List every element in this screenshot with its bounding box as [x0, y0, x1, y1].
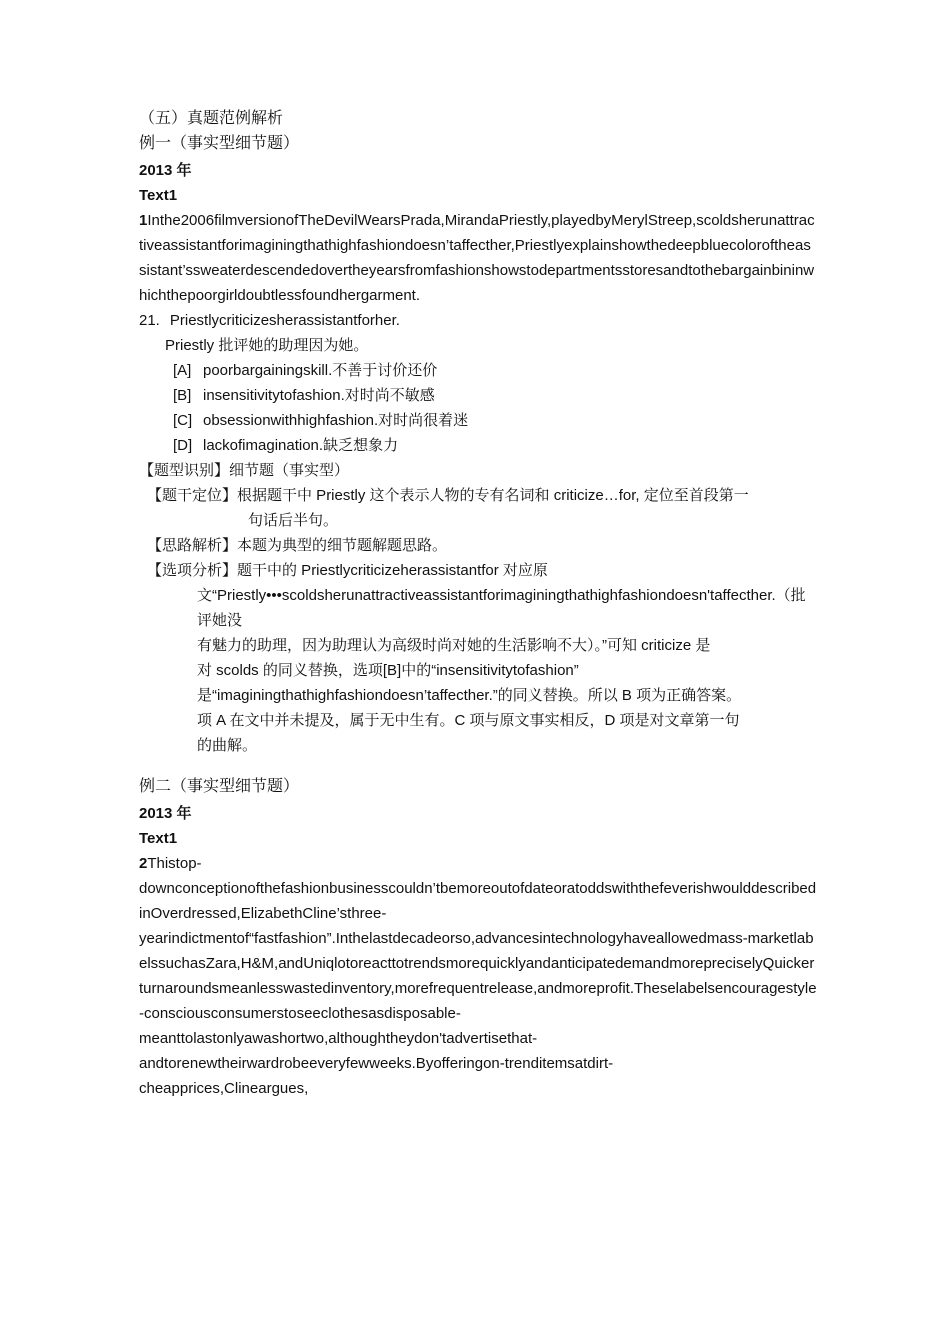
- question-text: Priestlycriticizesherassistantforher.: [169, 312, 400, 329]
- stem-locate-tag: 【题干定位】: [147, 487, 238, 504]
- passage-line: andtorenewtheirwardrobeeveryfewweeks.Byofferingon-trenditemsatdirt-: [139, 1055, 614, 1072]
- analysis-line: 的曲解。: [197, 737, 258, 754]
- option-key: [C]: [173, 412, 193, 429]
- thinking-tag: 【思路解析】: [147, 537, 238, 554]
- option-a: [139, 358, 817, 383]
- passage-line: Thistop-: [147, 855, 202, 872]
- option-text: obsessionwithhighfashion.对时尚很着迷: [203, 412, 469, 429]
- analysis-tag: 【选项分析】: [147, 562, 238, 579]
- example1-year: 2013 年: [139, 162, 192, 179]
- analysis-line: 有魅力的助理，因为助理认为高级时尚对她的生活影响不大）。”可知 criticize 是: [197, 637, 711, 654]
- example2-text-label: Text1: [139, 830, 178, 847]
- stem-locate-cont: 句话后半句。: [248, 512, 339, 529]
- passage-line: cheapprices,Clineargues,: [139, 1080, 309, 1097]
- option-text: lackofimagination.缺乏想象力: [203, 437, 399, 454]
- example1-passage: [139, 208, 817, 308]
- example2-heading: 例二（事实型细节题）: [139, 778, 300, 795]
- analysis-line: 是“imaginingthathighfashiondoesn’taffecther.”的同义替换。所以 B 项为正确答案。: [197, 687, 742, 704]
- option-text: insensitivitytofashion.对时尚不敏感: [203, 387, 435, 404]
- passage-line: downconceptionofthefashionbusinesscouldn’tbemoreoutofdateoratoddswiththefeverishwoulddescribedinOverdressed,ElizabethCline’sthree-: [139, 880, 817, 922]
- example2-year: 2013 年: [139, 805, 192, 822]
- example1-passage-text: Inthe2006filmversionofTheDevilWearsPrada,MirandaPriestly,playedbyMerylStreep,scoldsherunattractiveassistantforimaginingthathighfashiondoesn’taffecther,Priestlyexplainshowthedeepbluecoloroftheassistant’ssweaterdescendedovertheyearsfromfashionshowstodepartmentsstoresandtothebargainbininwhichthepoorgirldoubtlessfoundhergarment.: [139, 212, 815, 304]
- passage-line: yearindictmentof“fastfashion”.Inthelastdecadeorso,advancesintechnologyhaveallowedmass-marketlabelssuchasZara,H&M,andUniqlotoreacttotrendsmorequicklyandanticipatedemandmorepreciselyQuickerturnaroundsmeanlesswastedinventory,morefrequentrelease,andmoreprofit.Theselabelsencouragestyle-consciousconsumerstoseeclothesasdisposable-: [139, 930, 817, 1022]
- thinking-text: 本题为典型的细节题解题思路。: [237, 537, 448, 554]
- example1-heading: 例一（事实型细节题）: [139, 135, 300, 152]
- type-identification: 【题型识别】细节题（事实型）: [139, 462, 350, 479]
- document-content: [139, 106, 817, 1101]
- analysis-line: 对 scolds 的同义替换，选项[B]中的“insensitivitytofashion”: [197, 662, 579, 679]
- option-key: [D]: [173, 437, 193, 454]
- stem-locate: [139, 483, 817, 533]
- analysis-line: 项 A 在文中并未提及，属于无中生有。C 项与原文事实相反，D 项是对文章第一句: [197, 712, 740, 729]
- example1-para-num: 1: [139, 212, 148, 229]
- question-21: [139, 308, 817, 333]
- question-translation: Priestly 批评她的助理因为她。: [165, 337, 369, 354]
- question-number: 21.: [139, 312, 160, 329]
- analysis-text: 题干中的 Priestlycriticizeherassistantfor 对应原: [237, 562, 548, 579]
- example2-passage: [139, 851, 817, 1101]
- section-title: （五）真题范例解析: [139, 110, 284, 127]
- option-key: [B]: [173, 387, 192, 404]
- example2-para-num: 2: [139, 855, 148, 872]
- example1-text-label: Text1: [139, 187, 178, 204]
- passage-line: meanttolastonlyawashortwo,althoughtheydon'tadvertisethat-: [139, 1030, 538, 1047]
- option-text: poorbargainingskill.不善于讨价还价: [203, 362, 438, 379]
- option-analysis-head: [139, 558, 817, 583]
- option-c: [139, 408, 817, 433]
- stem-locate-text: 根据题干中 Priestly 这个表示人物的专有名词和 criticize…for, 定位至首段第一: [237, 487, 749, 504]
- thinking-analysis: [139, 533, 817, 558]
- option-key: [A]: [173, 362, 192, 379]
- option-d: [139, 433, 817, 458]
- option-b: [139, 383, 817, 408]
- option-analysis-body: [139, 583, 817, 758]
- analysis-line: 文“Priestly•••scoldsherunattractiveassistantforimaginingthathighfashiondoesn'taffecther.（批评她没: [197, 587, 806, 629]
